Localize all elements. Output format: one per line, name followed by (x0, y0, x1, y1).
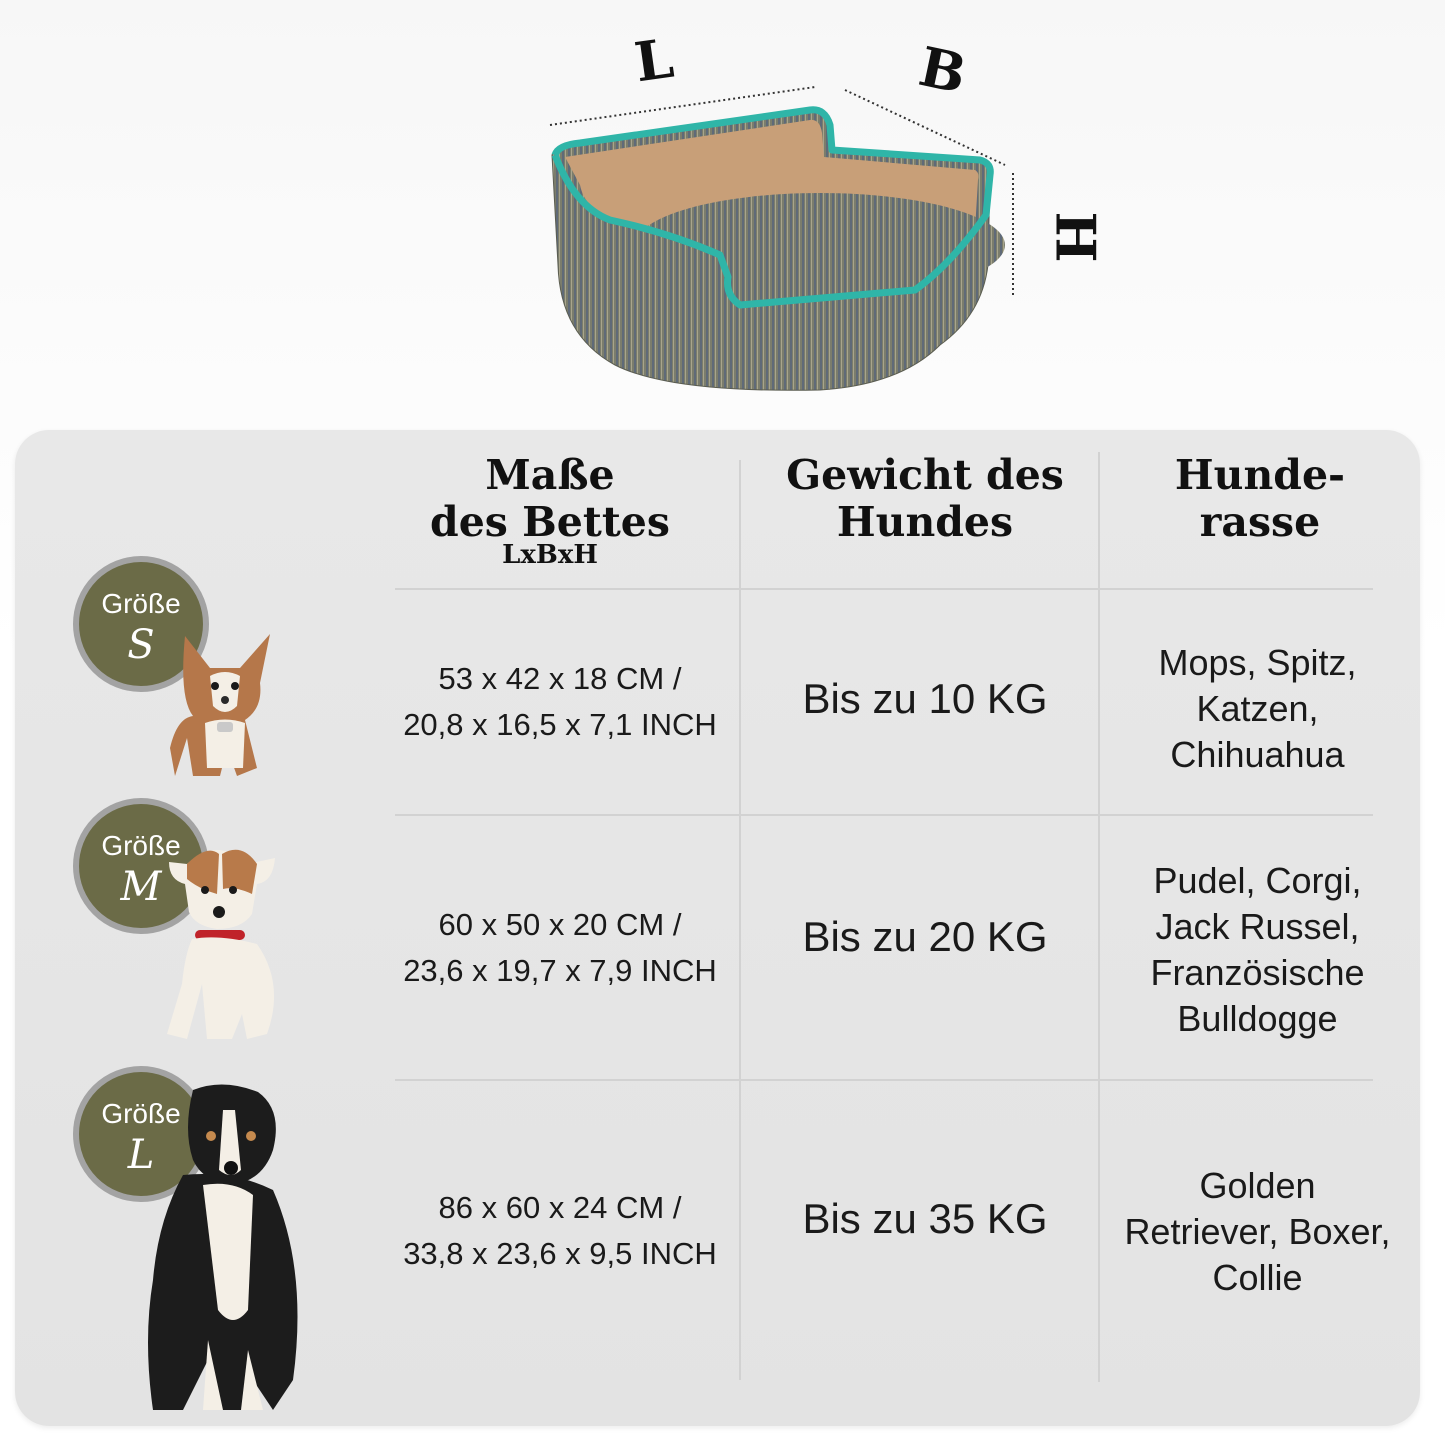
dims-cell-s (395, 656, 725, 748)
breed-line: Französische (1150, 952, 1365, 993)
size-badge-letter: L (127, 1132, 155, 1178)
width-label: B (913, 33, 972, 107)
weight-cell-l: Bis zu 35 KG (802, 1195, 1048, 1242)
row-divider (395, 1079, 1373, 1081)
breed-line: Katzen, (1196, 688, 1319, 729)
header-breed-line1: Hunde- (1174, 451, 1346, 499)
dims-cm: 60 x 50 x 20 CM / (438, 907, 682, 942)
dims-inch: 20,8 x 16,5 x 7,1 INCH (403, 707, 717, 742)
dims-inch: 33,8 x 23,6 x 9,5 INCH (403, 1236, 717, 1271)
breed-line: Mops, Spitz, (1158, 642, 1357, 683)
chihuahua-photo-icon (165, 628, 285, 780)
header-weight-line1: Gewicht des (786, 451, 1064, 499)
height-label: H (1043, 211, 1108, 263)
header-breed-line2: rasse (1199, 498, 1321, 546)
size-badge-word: Größe (101, 588, 181, 619)
header-weight-line2: Hundes (836, 498, 1014, 546)
row-divider (395, 588, 1373, 590)
breed-line: Chihuahua (1170, 734, 1345, 775)
border-collie-photo-icon (123, 1080, 313, 1415)
breed-line: Jack Russel, (1155, 906, 1360, 947)
size-badge-letter: S (127, 622, 155, 668)
breed-cell-s (1115, 640, 1400, 778)
dims-cm: 53 x 42 x 18 CM / (438, 661, 682, 696)
dims-cm: 86 x 60 x 24 CM / (438, 1190, 682, 1225)
header-bed-size (405, 452, 695, 546)
breed-line: Retriever, Boxer, (1124, 1211, 1391, 1252)
weight-cell-s: Bis zu 10 KG (802, 675, 1048, 722)
breed-line: Pudel, Corgi, (1153, 860, 1362, 901)
row-divider (395, 814, 1373, 816)
column-divider (739, 460, 741, 1380)
header-weight (755, 452, 1095, 546)
header-bed-size-line1: Maße (485, 451, 615, 499)
breed-cell-m (1115, 858, 1400, 1042)
breed-line: Collie (1212, 1257, 1303, 1298)
length-label: L (630, 25, 678, 95)
bed-figure (520, 15, 1140, 415)
column-divider (1098, 452, 1100, 1382)
size-badge-word: Größe (101, 1098, 181, 1129)
dims-cell-l (395, 1185, 725, 1277)
dims-inch: 23,6 x 19,7 x 7,9 INCH (403, 953, 717, 988)
dims-cell-m (395, 902, 725, 994)
breed-line: Golden (1199, 1165, 1316, 1206)
size-badge-word: Größe (101, 830, 181, 861)
header-bed-size-sub: LxBxH (502, 540, 598, 570)
header-bed-size-line2: des Bettes (430, 498, 670, 546)
breed-line: Bulldogge (1177, 998, 1338, 1039)
jack-russell-photo-icon (147, 834, 287, 1046)
weight-cell-m: Bis zu 20 KG (802, 913, 1048, 960)
header-breed (1115, 452, 1405, 546)
size-badge-letter: M (120, 864, 162, 910)
breed-cell-l (1115, 1163, 1400, 1301)
size-table-panel (15, 430, 1420, 1426)
